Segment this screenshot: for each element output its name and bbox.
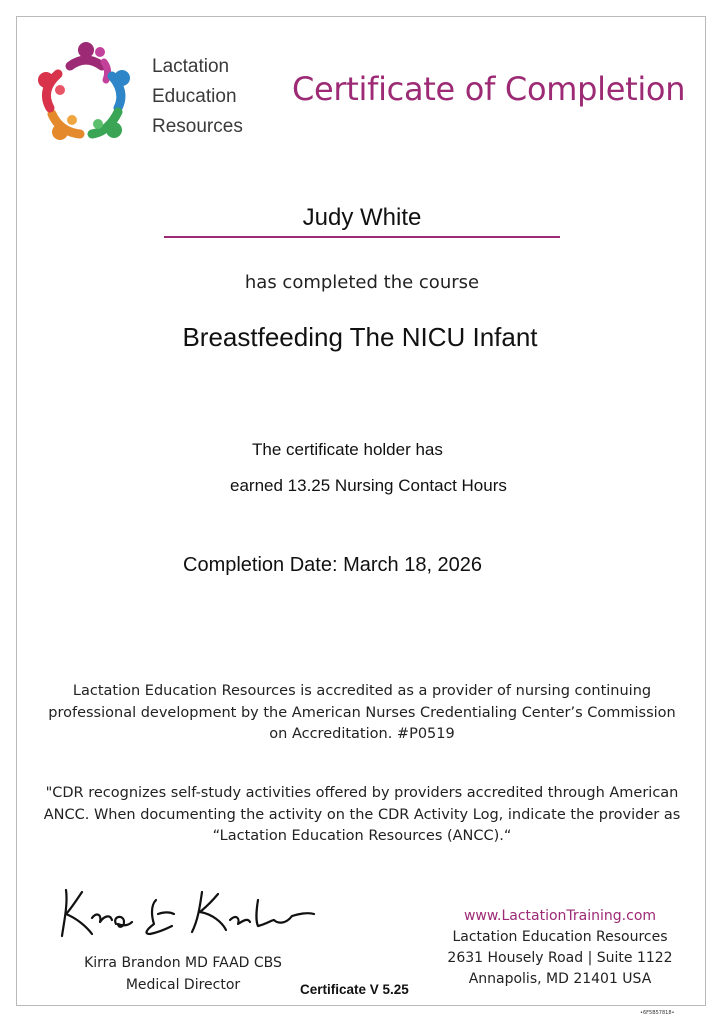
accreditation-line-2: professional development by the American Nurses Credentialing Center’s Commission	[48, 704, 676, 721]
document-code: •6F5B57818•	[640, 1010, 675, 1016]
contact-block	[440, 906, 680, 990]
certificate-border	[16, 16, 706, 1006]
cdr-statement	[40, 783, 684, 848]
logo-line-1: Lactation	[152, 56, 230, 77]
director-signature	[52, 884, 324, 944]
accreditation-statement	[40, 681, 684, 746]
completion-date: Completion Date: March 18, 2026	[183, 554, 483, 576]
organization-logo-icon	[36, 36, 132, 148]
signatory-title: Medical Director	[125, 977, 241, 993]
signatory-block	[52, 952, 314, 996]
completed-statement: has completed the course	[244, 272, 480, 293]
contact-address-2: Annapolis, MD 21401 USA	[468, 971, 652, 987]
contact-address-1: 2631 Housely Road | Suite 1122	[447, 950, 673, 966]
accreditation-line-1: Lactation Education Resources is accredited as a provider of nursing continuing	[72, 683, 652, 699]
cdr-line-3: “Lactation Education Resources (ANCC).“	[212, 828, 512, 844]
recipient-underline	[164, 236, 560, 238]
logo-line-2: Education	[152, 86, 237, 107]
accreditation-line-3: on Accreditation. #P0519	[269, 726, 455, 742]
cdr-line-2: ANCC. When documenting the activity on the CDR Activity Log, indicate the provider as	[43, 806, 681, 823]
course-name: Breastfeeding The NICU Infant	[182, 322, 538, 352]
certificate-title: Certificate of Completion	[292, 70, 686, 108]
holder-statement: The certificate holder has	[252, 440, 443, 459]
certificate-version: Certificate V 5.25	[300, 982, 409, 997]
recipient-name: Judy White	[302, 204, 422, 231]
logo-line-3: Resources	[152, 116, 243, 137]
signatory-name: Kirra Brandon MD FAAD CBS	[84, 955, 282, 971]
contact-org: Lactation Education Resources	[452, 929, 668, 945]
organization-logo-text	[152, 52, 243, 142]
cdr-line-1: "CDR recognizes self-study activities offered by providers accredited through American	[45, 785, 679, 801]
contact-hours-statement: earned 13.25 Nursing Contact Hours	[230, 476, 507, 495]
website-link[interactable]: www.LactationTraining.com	[463, 908, 657, 924]
